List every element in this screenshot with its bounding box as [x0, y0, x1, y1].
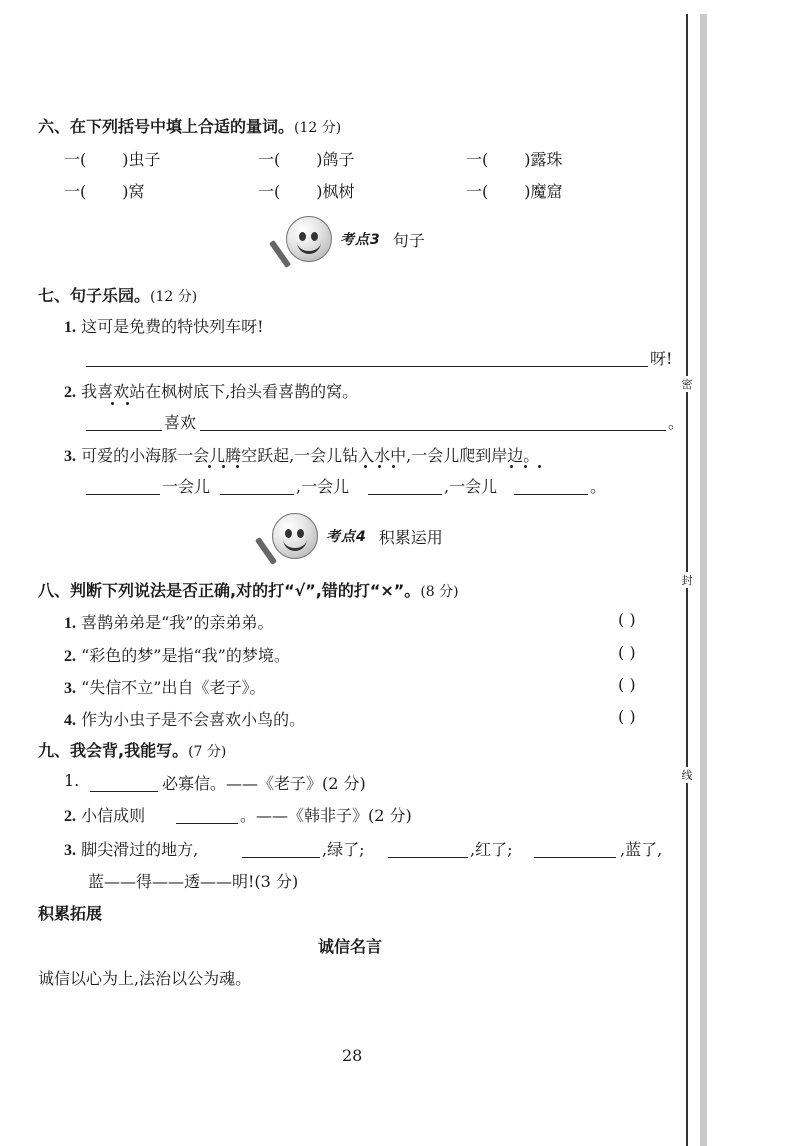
q6-score: (12 分)	[294, 120, 342, 136]
emphasis-dot	[222, 465, 225, 468]
q7-item1: 1. 这可是免费的特快列车呀!	[64, 317, 264, 336]
q8-item3: 3. “失信不立”出自《老子》。	[64, 678, 266, 697]
q7-item3-c: ,一会儿	[444, 477, 498, 496]
q6-r1-c3: 一( )露珠	[466, 150, 563, 169]
extend-quote: 诚信以心为上,法治以公为魂。	[38, 969, 252, 988]
emphasis-dot	[236, 465, 239, 468]
q6-header	[38, 114, 341, 137]
banner-kaodian4	[272, 513, 443, 559]
q9-item2-blank[interactable]	[176, 823, 238, 824]
q6-r1-c1: 一( )虫子	[64, 150, 161, 169]
emphasis-dot	[524, 465, 527, 468]
q7-item3-blank-3[interactable]	[368, 494, 442, 495]
binding-char-mi: 密	[681, 378, 693, 391]
q8-score: (8 分)	[420, 584, 459, 600]
q7-title: 七、句子乐园。	[38, 286, 151, 305]
q7-item3-b: ,一会儿	[296, 477, 350, 496]
page-number: 28	[342, 1046, 363, 1065]
q9-title: 九、我会背,我能写。	[38, 741, 189, 760]
q9-item3-blank-1[interactable]	[242, 857, 320, 858]
emphasis-dot	[510, 465, 513, 468]
q9-item1-text: 必寡信。——《老子》(2 分)	[162, 774, 366, 793]
q9-item3-b: ,红了;	[470, 840, 513, 859]
emphasis-dot	[364, 465, 367, 468]
q7-item1-blank[interactable]	[86, 366, 648, 367]
q9-item2: 2. 小信成则	[64, 806, 146, 825]
emphasis-dot	[378, 465, 381, 468]
binding-char-feng: 封	[681, 574, 693, 587]
q9-item3-c: ,蓝了,	[620, 840, 663, 859]
q6-title: 六、在下列括号中填上合适的量词。	[38, 117, 295, 136]
q6-r2-c2: 一( )枫树	[258, 182, 355, 201]
q9-item1-num: 1.	[64, 771, 80, 790]
q8-header	[38, 578, 459, 601]
emphasis-dot	[111, 402, 114, 405]
q8-item1: 1. 喜鹊弟弟是“我”的亲弟弟。	[64, 613, 274, 632]
q7-item2-mid: 喜欢	[164, 413, 197, 432]
q8-title: 八、判断下列说法是否正确,对的打“√”,错的打“×”。	[38, 581, 421, 600]
q9-item2-post: 。——《韩非子》(2 分)	[240, 806, 412, 825]
smiley-icon	[286, 216, 332, 262]
banner4-label: 考点4	[326, 529, 367, 545]
q9-item1-blank[interactable]	[90, 791, 158, 792]
q7-item3-end: 。	[590, 477, 607, 496]
q8-item4-answer[interactable]: ( )	[618, 707, 636, 726]
q7-item1-end: 呀!	[650, 349, 673, 368]
q8-item2: 2. “彩色的梦”是指“我”的梦境。	[64, 646, 290, 665]
banner3-title: 句子	[392, 230, 425, 250]
extend-title: 诚信名言	[318, 937, 383, 956]
emphasis-dot	[538, 465, 541, 468]
q6-r2-c3: 一( )魔窟	[466, 182, 563, 201]
q7-item3: 3. 可爱的小海豚一会儿腾空跃起,一会儿钻入水中,一会儿爬到岸边。	[64, 446, 540, 465]
q7-item2: 2. 我喜欢站在枫树底下,抬头看喜鹊的窝。	[64, 382, 359, 401]
q9-header	[38, 738, 226, 761]
smiley-icon	[272, 513, 318, 559]
q6-r1-c2: 一( )鸽子	[258, 150, 355, 169]
q9-score: (7 分)	[188, 744, 227, 760]
q8-item2-answer[interactable]: ( )	[618, 643, 636, 662]
q7-score: (12 分)	[150, 289, 198, 305]
q7-item2-end: 。	[668, 413, 685, 432]
q9-item3-a: ,绿了;	[322, 840, 365, 859]
binding-strip	[700, 14, 707, 1146]
banner3-label: 考点3	[340, 232, 381, 248]
q7-item2-blank-b[interactable]	[200, 430, 666, 431]
emphasis-dot	[208, 465, 211, 468]
q7-header	[38, 283, 197, 306]
q7-item3-blank-4[interactable]	[514, 494, 588, 495]
q6-r2-c1: 一( )窝	[64, 182, 145, 201]
banner-kaodian3	[286, 216, 425, 262]
q7-item3-blank-2[interactable]	[220, 494, 294, 495]
emphasis-dot	[392, 465, 395, 468]
q9-item3-blank-2[interactable]	[388, 857, 468, 858]
q9-item3-blank-3[interactable]	[534, 857, 616, 858]
q7-item2-blank-a[interactable]	[86, 430, 162, 431]
q9-item3-line2: 蓝——得——透——明!(3 分)	[88, 872, 299, 891]
q7-item3-blank-1[interactable]	[86, 494, 160, 495]
extend-heading: 积累拓展	[38, 904, 103, 923]
binding-char-xian: 线	[681, 769, 693, 782]
q7-item3-a: 一会儿	[162, 477, 211, 496]
emphasis-dot	[126, 402, 129, 405]
banner4-title: 积累运用	[378, 527, 443, 547]
q8-item3-answer[interactable]: ( )	[618, 675, 636, 694]
q8-item4: 4. 作为小虫子是不会喜欢小鸟的。	[64, 710, 306, 729]
q9-item3: 3. 脚尖滑过的地方,	[64, 840, 199, 859]
q8-item1-answer[interactable]: ( )	[618, 610, 636, 629]
